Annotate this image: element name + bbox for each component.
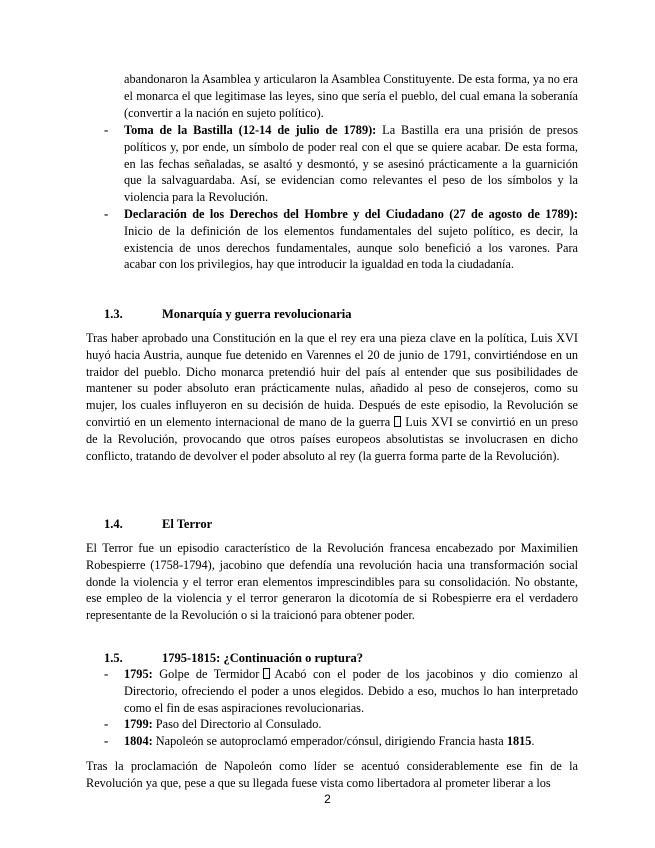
section-title: El Terror	[162, 517, 213, 531]
section-title: Monarquía y guerra revolucionaria	[162, 307, 352, 321]
section-number: 1.5.	[104, 651, 123, 665]
bullet-1799	[124, 716, 578, 733]
bullet-declaracion-title: Declaración de los Derechos del Hombre y del Ciudadano (27 de agosto de 1789):	[124, 207, 578, 221]
section-number: 1.3.	[104, 307, 123, 321]
bullet-marker: -	[104, 666, 109, 681]
section-14-paragraph: El Terror fue un episodio característico de la Revolución francesa encabezado por Maximilien Robespierre (1758-1794), jacobino que defendía una revolución hacia una transformación social donde la violencia y el terror eran elementos imprescindibles para su consolidación. No obstante, ese empleo de la violencia y el terror generaron la dicotomía de si Robespierre era el verdadero representante de la Revolución o si la traicionó para obtener poder.	[86, 541, 578, 623]
bullet-declaracion-text: Inicio de la definición de los elementos fundamentales del sujeto político, es decir, la existencia de unos derechos fundamentales, aunque solo benefició a los varones. Para acabar con los privilegios, hay que introducir la igualdad en toda la ciudadanía.	[124, 223, 578, 272]
section-title: 1795-1815: ¿Continuación o ruptura?	[162, 651, 364, 665]
missing-glyph-icon	[263, 668, 270, 679]
continued-paragraph: abandonaron la Asamblea y articularon la Asamblea Constituyente. De esta forma, ya no era el monarca el que legitimase las leyes, sino que sería el pueblo, del cual emana la soberanía (convertir a la nación en sujeto político).	[124, 72, 578, 120]
section-number: 1.4.	[104, 517, 123, 531]
bullet-1795	[124, 666, 578, 716]
bullet-1795-text-cont: Acabó con el poder de los jacobinos y dio comienzo al Directorio, ofreciendo el poder a unos elegidos. Debido a eso, muchos lo han interpretado como el fin de esas aspiraciones revolucionarias.	[124, 667, 578, 715]
closing-paragraph: Tras la proclamación de Napoleón como líder se acentuó considerablemente ese fin de la Revolución ya que, pese a que su llegada fuese vista como libertadora al prometer liberar a los	[86, 759, 578, 790]
bullet-1795-text: Golpe de Termidor	[152, 667, 260, 681]
section-13-paragraph	[86, 330, 578, 464]
bullet-1804-text: Napoleón se autoproclamó emperador/cónsul, dirigiendo Francia hasta	[152, 734, 507, 748]
bullet-1799-year: 1799:	[124, 717, 153, 731]
bullet-marker: -	[104, 733, 109, 748]
bullet-1804	[124, 733, 578, 750]
bullet-marker: -	[104, 206, 109, 221]
bullet-1804-period: .	[531, 734, 535, 748]
page-number: 2	[324, 792, 331, 806]
bullet-bastilla-title: Toma de la Bastilla (12-14 de julio de 1789):	[124, 123, 377, 137]
section-13-text: Tras haber aprobado una Constitución en la que el rey era una pieza clave en la política, Luis XVI huyó hacia Austria, aunque fue detenido en Varennes el 20 de junio de 1791, convirtiéndose en un traidor del pueblo. Dicho monarca pretendió huir del país al entender que sus posibilidades de mantener su poder absoluto eran prácticamente nulas, añadido al peso de consejeros, como su mujer, los cuales influyeron en su decisión de huida. Después de este episodio, la Revolución se convirtió en un elemento internacional de mano de la guerra	[86, 331, 578, 429]
section-13-text-cont: Luis XVI se convirtió en un preso de la Revolución, provocando que otros países europeos absolutistas se involucrasen en dicho conflicto, tratando de devolver el poder absoluto al rey (la guerra forma parte de la Revolución).	[86, 414, 578, 463]
bullet-1799-text: Paso del Directorio al Consulado.	[152, 717, 322, 731]
bullet-bastilla-text: La Bastilla era una prisión de presos políticos y, por ende, un símbolo de poder real con el que se quiere acabar. De esta forma, en las fechas señaladas, se asaltó y desmontó, y se asesinó prácticamente a la guarnición que la salvaguardaba. Así, se evidencian como relevantes el peso de los símbolos y la violencia para la Revolución.	[124, 123, 579, 205]
bullet-1804-year: 1804:	[124, 734, 153, 748]
bullet-marker: -	[104, 122, 109, 137]
bullet-declaracion	[124, 206, 578, 273]
bullet-1795-year: 1795:	[124, 667, 153, 681]
missing-glyph-icon	[394, 416, 401, 427]
bullet-marker: -	[104, 716, 109, 731]
bullet-bastilla	[124, 122, 578, 206]
bullet-1804-end-year: 1815	[506, 734, 532, 748]
